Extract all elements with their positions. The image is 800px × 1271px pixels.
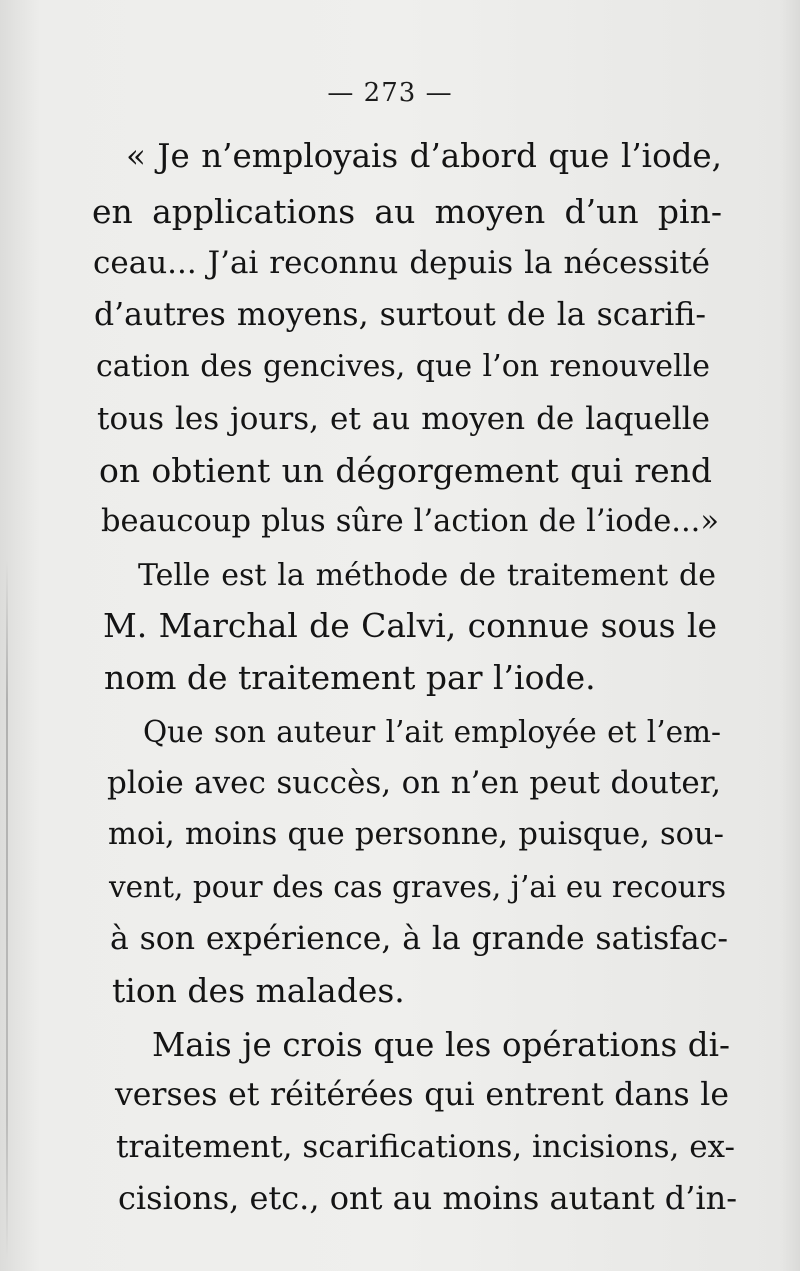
text-line: d’autres moyens, surtout de la scarifi- bbox=[94, 297, 706, 333]
text-line: traitement, scarifications, incisions, ex- bbox=[116, 1129, 735, 1165]
text-line: tous les jours, et au moyen de laquelle bbox=[97, 401, 710, 437]
text-line: nom de traitement par l’iode. bbox=[104, 658, 596, 697]
text-line: on obtient un dégorgement qui rend bbox=[99, 451, 712, 490]
text-line: moi, moins que personne, puisque, sou- bbox=[108, 817, 724, 852]
text-line: à son expérience, à la grande satisfac- bbox=[110, 921, 728, 957]
text-line: tion des malades. bbox=[112, 971, 405, 1010]
page-number: — 273 — bbox=[327, 78, 453, 108]
text-line: cisions, etc., ont au moins autant d’in- bbox=[118, 1179, 738, 1217]
text-line: M. Marchal de Calvi, connue sous le bbox=[103, 606, 717, 645]
text-line: en applications au moyen d’un pin- bbox=[92, 192, 722, 231]
text-line: ploie avec succès, on n’en peut douter, bbox=[107, 765, 721, 801]
text-line: Mais je crois que les opérations di- bbox=[152, 1026, 730, 1064]
text-line: Telle est la méthode de traitement de bbox=[138, 558, 716, 593]
text-line: ceau... J’ai reconnu depuis la nécessité bbox=[93, 245, 710, 281]
text-line: beaucoup plus sûre l’action de l’iode...» bbox=[101, 504, 719, 539]
text-line: cation des gencives, que l’on renouvelle bbox=[96, 349, 710, 384]
text-line: verses et réitérées qui entrent dans le bbox=[115, 1077, 729, 1113]
text-line: Que son auteur l’ait employée et l’em- bbox=[143, 715, 721, 749]
page-gutter-shadow bbox=[6, 560, 8, 1260]
text-line: vent, pour des cas graves, j’ai eu recours bbox=[109, 870, 726, 904]
text-line: « Je n’employais d’abord que l’iode, bbox=[126, 137, 722, 175]
